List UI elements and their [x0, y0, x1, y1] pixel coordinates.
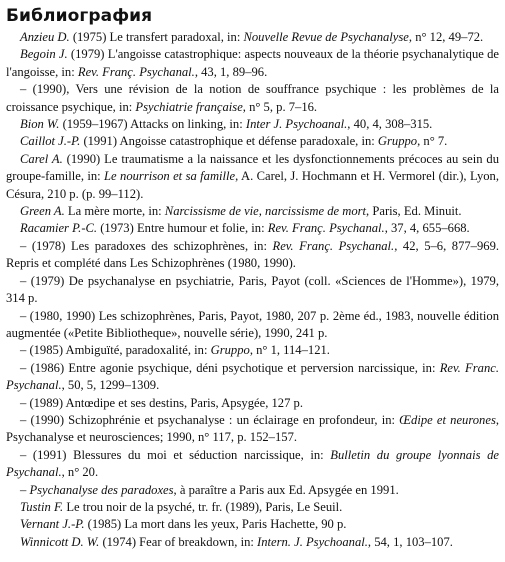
reference-text: (1979) L'angoisse catastrophique: aspects nouveaux de la théorie psychanalytique de l'angoisse, in: [6, 47, 499, 79]
reference-source: Œdipe et neurones [399, 412, 496, 427]
reference-source: Intern. J. Psychoanal. [257, 534, 368, 549]
reference-details: , 50, 5, 1299–1309. [61, 378, 160, 393]
reference-source: Gruppo [210, 343, 250, 358]
reference-details: , n° 20. [61, 465, 99, 480]
reference-entry [6, 482, 499, 499]
reference-text: – (1989) Antœdipe et ses destins, Paris, Apsygée, 127 p. [20, 395, 303, 410]
reference-author: Caillot J.-P. [20, 134, 81, 149]
reference-source: Gruppo [377, 134, 418, 149]
reference-source: Psychanalyse des paradoxes [29, 482, 174, 497]
reference-details: , 43, 1, 89–96. [194, 64, 268, 79]
reference-text: (1973) Entre humour et folie, in: [97, 221, 268, 236]
reference-source: Narcissisme de vie, narcissisme de mort [164, 204, 367, 219]
reference-author: Green A. [20, 204, 65, 219]
reference-details: , 54, 1, 103–107. [367, 534, 453, 549]
reference-author: Winnicott D. W. [20, 534, 100, 549]
reference-entry [6, 238, 499, 273]
reference-source: Rev. Franç. Psychanal. [77, 64, 195, 79]
reference-source: Rev. Franç. Psychanal. [267, 221, 385, 236]
reference-text: (1959–1967) Attacks on linking, in: [59, 117, 246, 132]
reference-entry [6, 499, 499, 516]
reference-entry [6, 308, 499, 343]
reference-details: , Psychanalyse et neurosciences; 1990, n° 117, p. 152–157. [6, 412, 499, 445]
reference-entry [6, 116, 499, 133]
reference-author: Bion W. [20, 117, 60, 132]
reference-entry [6, 81, 499, 116]
reference-details: , A. Carel, J. Hochmann et H. Vermorel (dir.), Lyon, Césura, 210 p. (p. 99–112). [6, 169, 499, 201]
reference-entry [6, 133, 499, 150]
reference-source: Le nourrison et sa famille [104, 169, 236, 184]
reference-source: Rev. Franc. Psychanal. [6, 360, 499, 393]
page-title: Библиография [6, 6, 153, 26]
reference-entry [6, 29, 499, 46]
reference-text: – (1991) Blessures du moi et séduction narcissique, in: [20, 447, 331, 462]
reference-entry [6, 534, 499, 551]
reference-entry [6, 412, 499, 447]
reference-text: (1975) Le transfert paradoxal, in: [69, 30, 244, 44]
reference-text: (1990) Le traumatisme a la naissance et les dysfonctionnements précoces au sein du groupe-famille, in: [6, 151, 499, 184]
reference-text: (1991) Angoisse catastrophique et défense paradoxale, in: [80, 134, 378, 149]
reference-text: – (1986) Entre agonie psychique, déni psychotique et perversion narcissique, in: [20, 360, 440, 375]
reference-entry [6, 360, 499, 395]
reference-text: – (1985) Ambiguïté, paradoxalité, in: [20, 343, 211, 358]
reference-text: – (1979) De psychanalyse en psychiatrie, Paris, Payot (coll. «Sciences de l'Homme»), 1979, 314 p. [6, 273, 499, 306]
reference-entry [6, 151, 499, 203]
reference-details: , n° 1, 114–121. [249, 343, 330, 358]
reference-source: Bulletin du groupe lyonnais de Psychanal. [6, 447, 499, 480]
reference-author: Begoin J. [20, 47, 68, 62]
reference-details: , 42, 5–6, 877–969. Repris et complété dans Les Schizophrènes (1980, 1990). [6, 238, 500, 271]
reference-text: Le trou noir de la psyché, tr. fr. (1989), Paris, Le Seuil. [63, 499, 343, 514]
reference-entry [6, 516, 499, 533]
reference-text: – (1990), Vers une révision de la notion de souffrance psychique : les problèmes de la croissance psychique, in: [6, 82, 499, 114]
reference-text: – (1980, 1990) Les schizophrènes, Paris, Payot, 1980, 207 p. 2ème éd., 1983, nouvelle édition augmentée («Petite Bibliotheque», nouvelle série), 1990, 241 p. [6, 308, 499, 340]
reference-text: – (1990) Schizophrénie et psychanalyse : un éclairage en profondeur, in: [20, 412, 400, 427]
reference-author: Anzieu D. [20, 30, 70, 44]
reference-text: La mère morte, in: [64, 204, 165, 219]
reference-details: , n° 5, p. 7–16. [242, 99, 318, 114]
reference-source: Psychiatrie française [135, 99, 243, 114]
reference-list [6, 29, 499, 551]
reference-text: – (1978) Les paradoxes des schizophrènes, in: [20, 238, 273, 253]
reference-details: , 40, 4, 308–315. [347, 117, 433, 132]
reference-author: Vernant J.-P. [20, 517, 85, 532]
reference-source: Rev. Franç. Psychanal. [272, 238, 395, 253]
reference-details: , Paris, Ed. Minuit. [366, 204, 462, 219]
reference-entry [6, 395, 499, 412]
reference-author: Racamier P.-C. [20, 221, 98, 236]
reference-text: (1985) La mort dans les yeux, Paris Hachette, 90 p. [84, 517, 347, 532]
reference-text: (1974) Fear of breakdown, in: [99, 534, 258, 549]
reference-details: , n° 12, 49–72. [408, 30, 484, 44]
reference-entry [6, 46, 499, 81]
reference-entry [6, 203, 499, 220]
reference-entry [6, 447, 499, 482]
reference-entry [6, 273, 499, 308]
reference-details: , à paraître a Paris aux Ed. Apsygée en 1991. [173, 482, 399, 497]
reference-entry [6, 220, 499, 237]
reference-author: Tustin F. [20, 499, 64, 514]
reference-details: , n° 7. [417, 134, 448, 149]
reference-author: Carel A. [20, 151, 63, 166]
reference-entry [6, 342, 499, 359]
reference-source: Nouvelle Revue de Psychanalyse [243, 30, 409, 44]
reference-text: – [20, 482, 30, 497]
reference-details: , 37, 4, 655–668. [384, 221, 470, 236]
reference-source: Inter J. Psychoanal. [245, 117, 348, 132]
